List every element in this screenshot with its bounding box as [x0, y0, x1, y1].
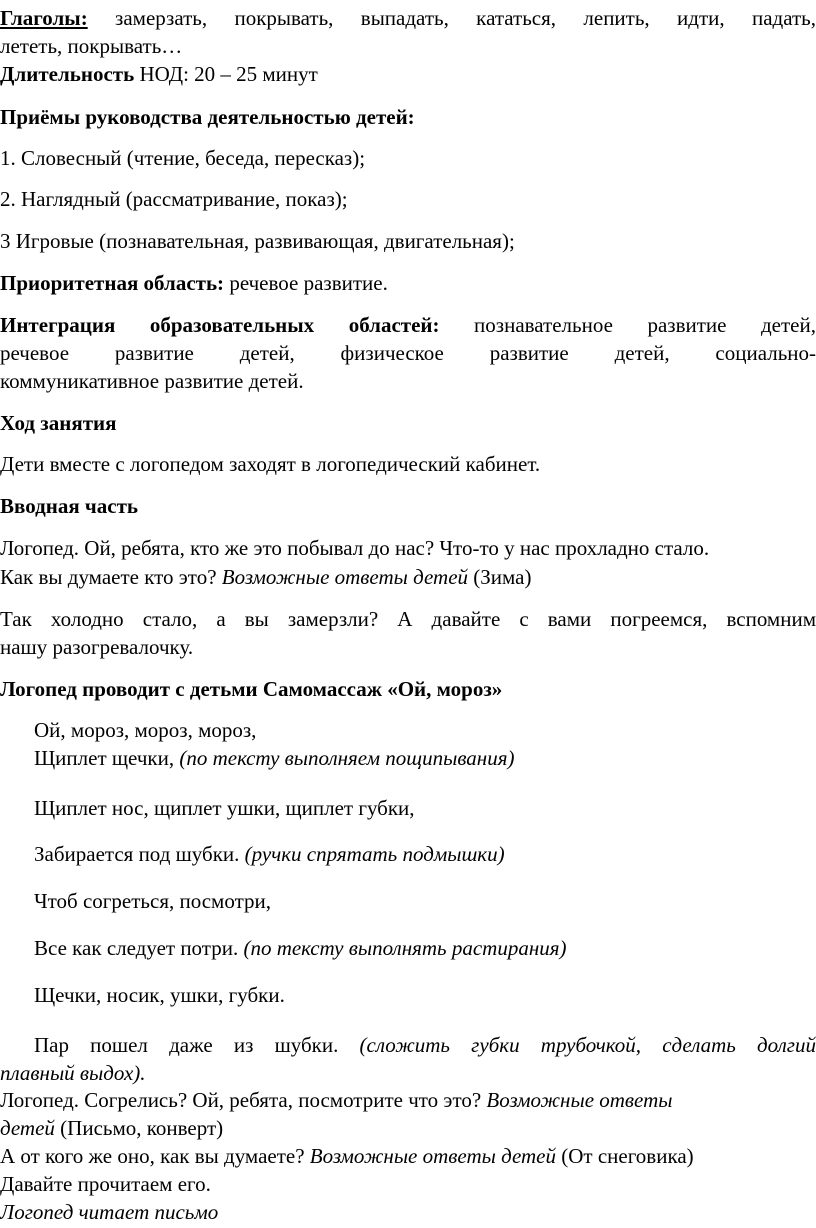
verbs-line-2: лететь, покрывать…: [0, 34, 183, 58]
massage-line-5: Чтоб согреться, посмотри,: [34, 889, 271, 913]
duration-label: Длительность: [0, 62, 135, 86]
methods-item-1: 1. Словесный (чтение, беседа, пересказ);: [0, 146, 366, 170]
integration-text-1: познавательное развитие детей,: [439, 313, 816, 337]
massage-line-8-note: (сложить губки трубочкой, сделать долгий: [359, 1033, 816, 1057]
intro-p2-line2: нашу разогревалочку.: [0, 635, 194, 659]
integration-line-3: коммуникативное развитие детей.: [0, 369, 304, 393]
priority-text: речевое развитие.: [224, 271, 388, 295]
intro-p1-text-b: (Зима): [468, 565, 532, 589]
course-heading: Ход занятия: [0, 411, 117, 435]
duration-line: [0, 61, 816, 87]
duration-text: НОД: 20 – 25 минут: [134, 62, 318, 86]
ending-line-5: Логопед читает письмо: [0, 1200, 219, 1224]
integration-label: Интеграция образовательных областей:: [0, 313, 440, 337]
intro-p1-line1: Логопед. Ой, ребята, кто же это побывал до нас? Что-то у нас прохладно стало.: [0, 536, 710, 560]
ending-line-2-italic: детей: [0, 1116, 55, 1140]
methods-item-3: 3 Игровые (познавательная, развивающая, двигательная);: [0, 229, 515, 253]
ending-line-4: Давайте прочитаем его.: [0, 1172, 211, 1196]
verbs-line: [0, 5, 816, 31]
massage-line-2-text: Щиплет щечки,: [34, 746, 180, 770]
massage-line-4: [34, 841, 816, 867]
massage-line-7: Щечки, носик, ушки, губки.: [34, 983, 285, 1007]
intro-p1-text-a: Как вы думаете кто это?: [0, 565, 222, 589]
massage-heading: Логопед проводит с детьми Самомассаж «Ой, мороз»: [0, 677, 503, 701]
ending-line-3: [0, 1143, 816, 1169]
integration-line-2: речевое развитие детей, физическое развитие детей, социально-: [0, 341, 816, 365]
massage-line-6-note: (по тексту выполнять растирания): [243, 936, 567, 960]
massage-line-4-text: Забирается под шубки.: [34, 842, 245, 866]
massage-line-9: плавный выдох).: [0, 1061, 146, 1085]
massage-line-4-note: (ручки спрятать подмышки): [244, 842, 505, 866]
intro-p1-line2: [0, 564, 816, 590]
integration-line-1: [0, 312, 816, 338]
massage-line-3: Щиплет нос, щиплет ушки, щиплет губки,: [34, 796, 415, 820]
ending-line-2-text: (Письмо, конверт): [54, 1116, 224, 1140]
massage-line-2: [34, 745, 816, 771]
ending-line-3-text-a: А от кого же оно, как вы думаете?: [0, 1144, 310, 1168]
priority-label: Приоритетная область:: [0, 271, 225, 295]
ending-line-1: [0, 1087, 816, 1113]
massage-line-8-text: Пар пошел даже из шубки.: [34, 1033, 360, 1057]
massage-line-1: Ой, мороз, мороз, мороз,: [34, 718, 257, 742]
intro-part-heading: Вводная часть: [0, 494, 139, 518]
ending-line-2: [0, 1115, 816, 1141]
verbs-text: замерзать, покрывать, выпадать, кататься, лепить, идти, падать,: [87, 6, 816, 30]
priority-line: [0, 270, 816, 296]
course-intro: Дети вместе с логопедом заходят в логопедический кабинет.: [0, 452, 541, 476]
intro-p1-italic: Возможные ответы детей: [221, 565, 469, 589]
methods-heading: Приёмы руководства деятельностью детей:: [0, 105, 415, 129]
ending-line-1-text: Логопед. Согрелись? Ой, ребята, посмотрите что это?: [0, 1088, 487, 1112]
methods-item-2: 2. Наглядный (рассматривание, показ);: [0, 187, 348, 211]
massage-line-2-note: (по тексту выполняем пощипывания): [179, 746, 515, 770]
ending-line-1-italic: Возможные ответы: [486, 1088, 673, 1112]
massage-line-6-text: Все как следует потри.: [34, 936, 244, 960]
massage-line-6: [34, 935, 816, 961]
verbs-label: Глаголы:: [0, 6, 88, 30]
massage-line-8: [34, 1032, 816, 1058]
ending-line-3-text-b: (От снеговика): [556, 1144, 694, 1168]
intro-p2-line1: Так холодно стало, а вы замерзли? А давайте с вами погреемся, вспомним: [0, 607, 816, 631]
ending-line-3-italic: Возможные ответы детей: [309, 1144, 556, 1168]
